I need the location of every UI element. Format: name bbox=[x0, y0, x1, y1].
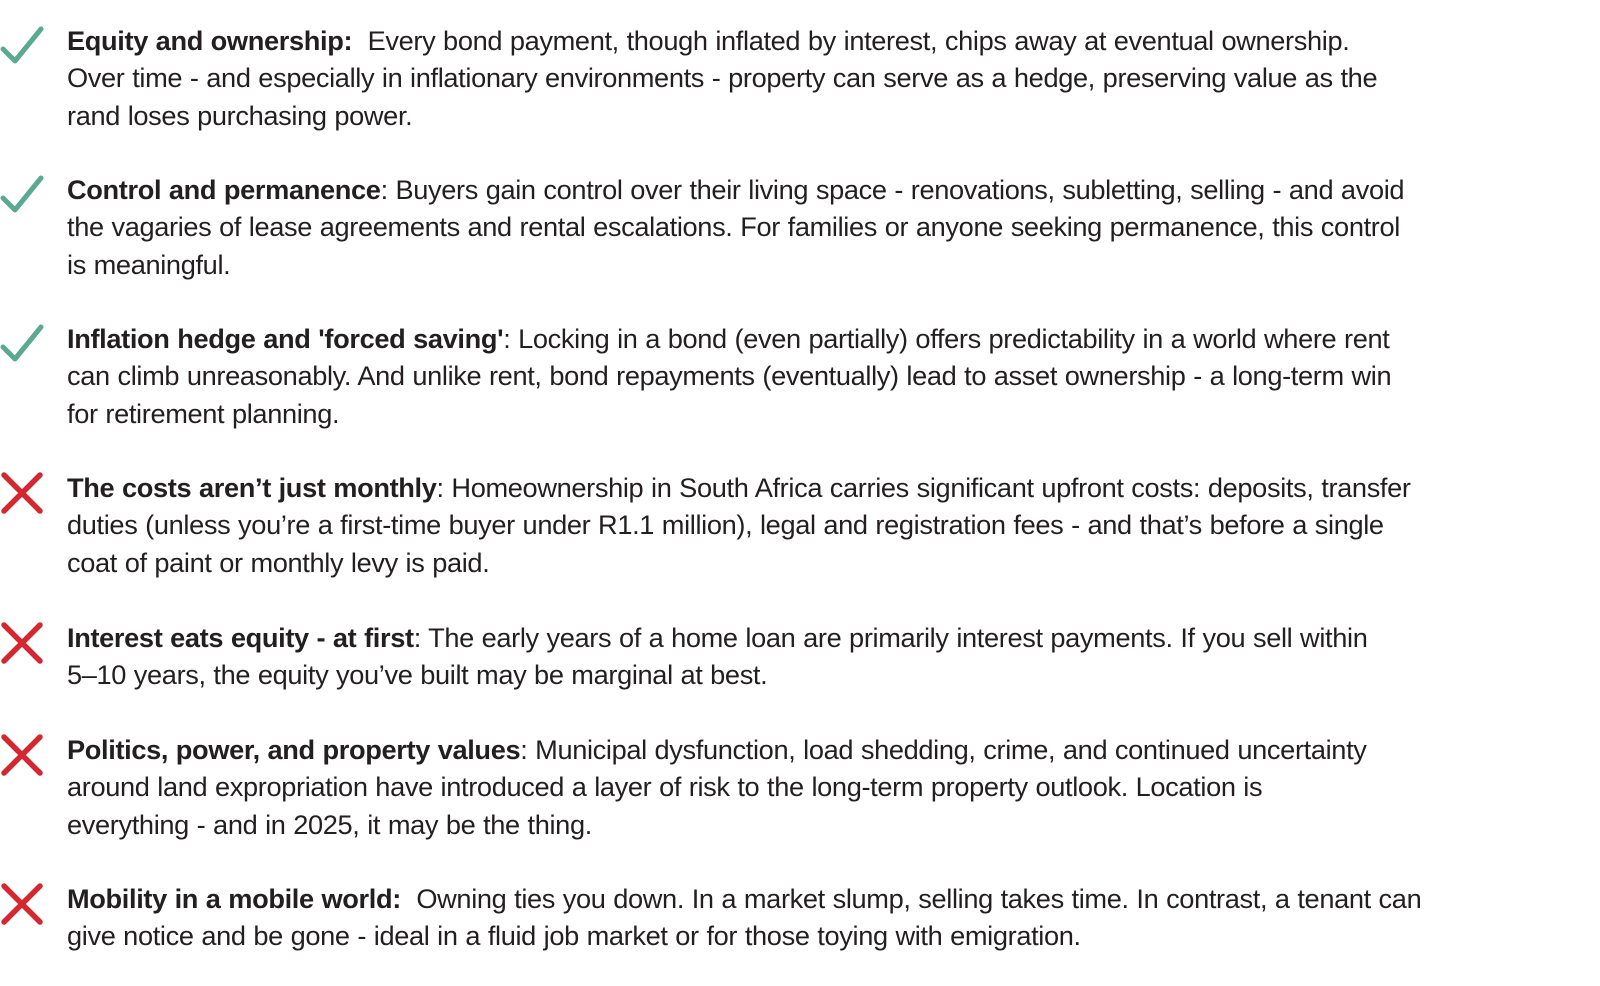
item-line: : Municipal dysfunction, load shedding, crime, and continued uncertainty bbox=[520, 734, 1367, 765]
item-heading: Control and permanence bbox=[67, 174, 381, 205]
item-text bbox=[67, 619, 1587, 694]
item-line: : Buyers gain control over their living space - renovations, subletting, selling - and avoid bbox=[380, 174, 1405, 205]
item-line: duties (unless you’re a first-time buyer under R1.1 million), legal and registration fees - and that’s before a single bbox=[67, 509, 1384, 541]
cross-icon bbox=[0, 880, 46, 926]
item-line: rand loses purchasing power. bbox=[67, 99, 413, 131]
cross-icon bbox=[0, 469, 46, 515]
item-line: 5–10 years, the equity you’ve built may be marginal at best. bbox=[67, 659, 768, 691]
item-line: Owning ties you down. In a market slump, selling takes time. In contrast, a tenant can bbox=[416, 883, 1422, 914]
item-text bbox=[67, 320, 1587, 432]
item-text bbox=[67, 469, 1587, 581]
item-line: around land expropriation have introduced a layer of risk to the long-term property outlook. Location is bbox=[67, 771, 1263, 803]
check-icon bbox=[0, 171, 46, 217]
item-line: can climb unreasonably. And unlike rent, bond repayments (eventually) lead to asset ownership - a long-term win bbox=[67, 360, 1392, 392]
item-line: : Locking in a bond (even partially) offers predictability in a world where rent bbox=[503, 323, 1390, 354]
item-heading: Interest eats equity - at first bbox=[67, 622, 414, 653]
item-line: Every bond payment, though inflated by interest, chips away at eventual ownership. bbox=[367, 25, 1350, 56]
check-icon bbox=[0, 320, 46, 366]
item-line: : The early years of a home loan are primarily interest payments. If you sell within bbox=[413, 622, 1368, 653]
item-heading: Inflation hedge and 'forced saving' bbox=[67, 323, 504, 354]
cross-icon bbox=[0, 731, 46, 777]
item-text bbox=[67, 22, 1587, 134]
item-text bbox=[67, 880, 1587, 955]
item-heading: Equity and ownership: bbox=[67, 25, 353, 56]
item-text bbox=[67, 731, 1587, 843]
item-line: coat of paint or monthly levy is paid. bbox=[67, 546, 490, 578]
check-icon bbox=[0, 22, 46, 68]
cross-icon bbox=[0, 619, 46, 665]
item-line: Over time - and especially in inflationary environments - property can serve as a hedge, preserving value as the bbox=[67, 62, 1378, 94]
item-text bbox=[67, 171, 1587, 283]
item-line: give notice and be gone - ideal in a fluid job market or for those toying with emigration. bbox=[67, 920, 1081, 952]
item-line: : Homeownership in South Africa carries significant upfront costs: deposits, transfer bbox=[436, 472, 1411, 503]
item-line: the vagaries of lease agreements and rental escalations. For families or anyone seeking permanence, this control bbox=[67, 211, 1400, 243]
item-line: is meaningful. bbox=[67, 248, 231, 280]
item-heading: The costs aren’t just monthly bbox=[67, 472, 437, 503]
item-line: everything - and in 2025, it may be the thing. bbox=[67, 808, 592, 840]
item-line: for retirement planning. bbox=[67, 397, 340, 429]
item-heading: Mobility in a mobile world: bbox=[67, 883, 401, 914]
item-heading: Politics, power, and property values bbox=[67, 734, 521, 765]
